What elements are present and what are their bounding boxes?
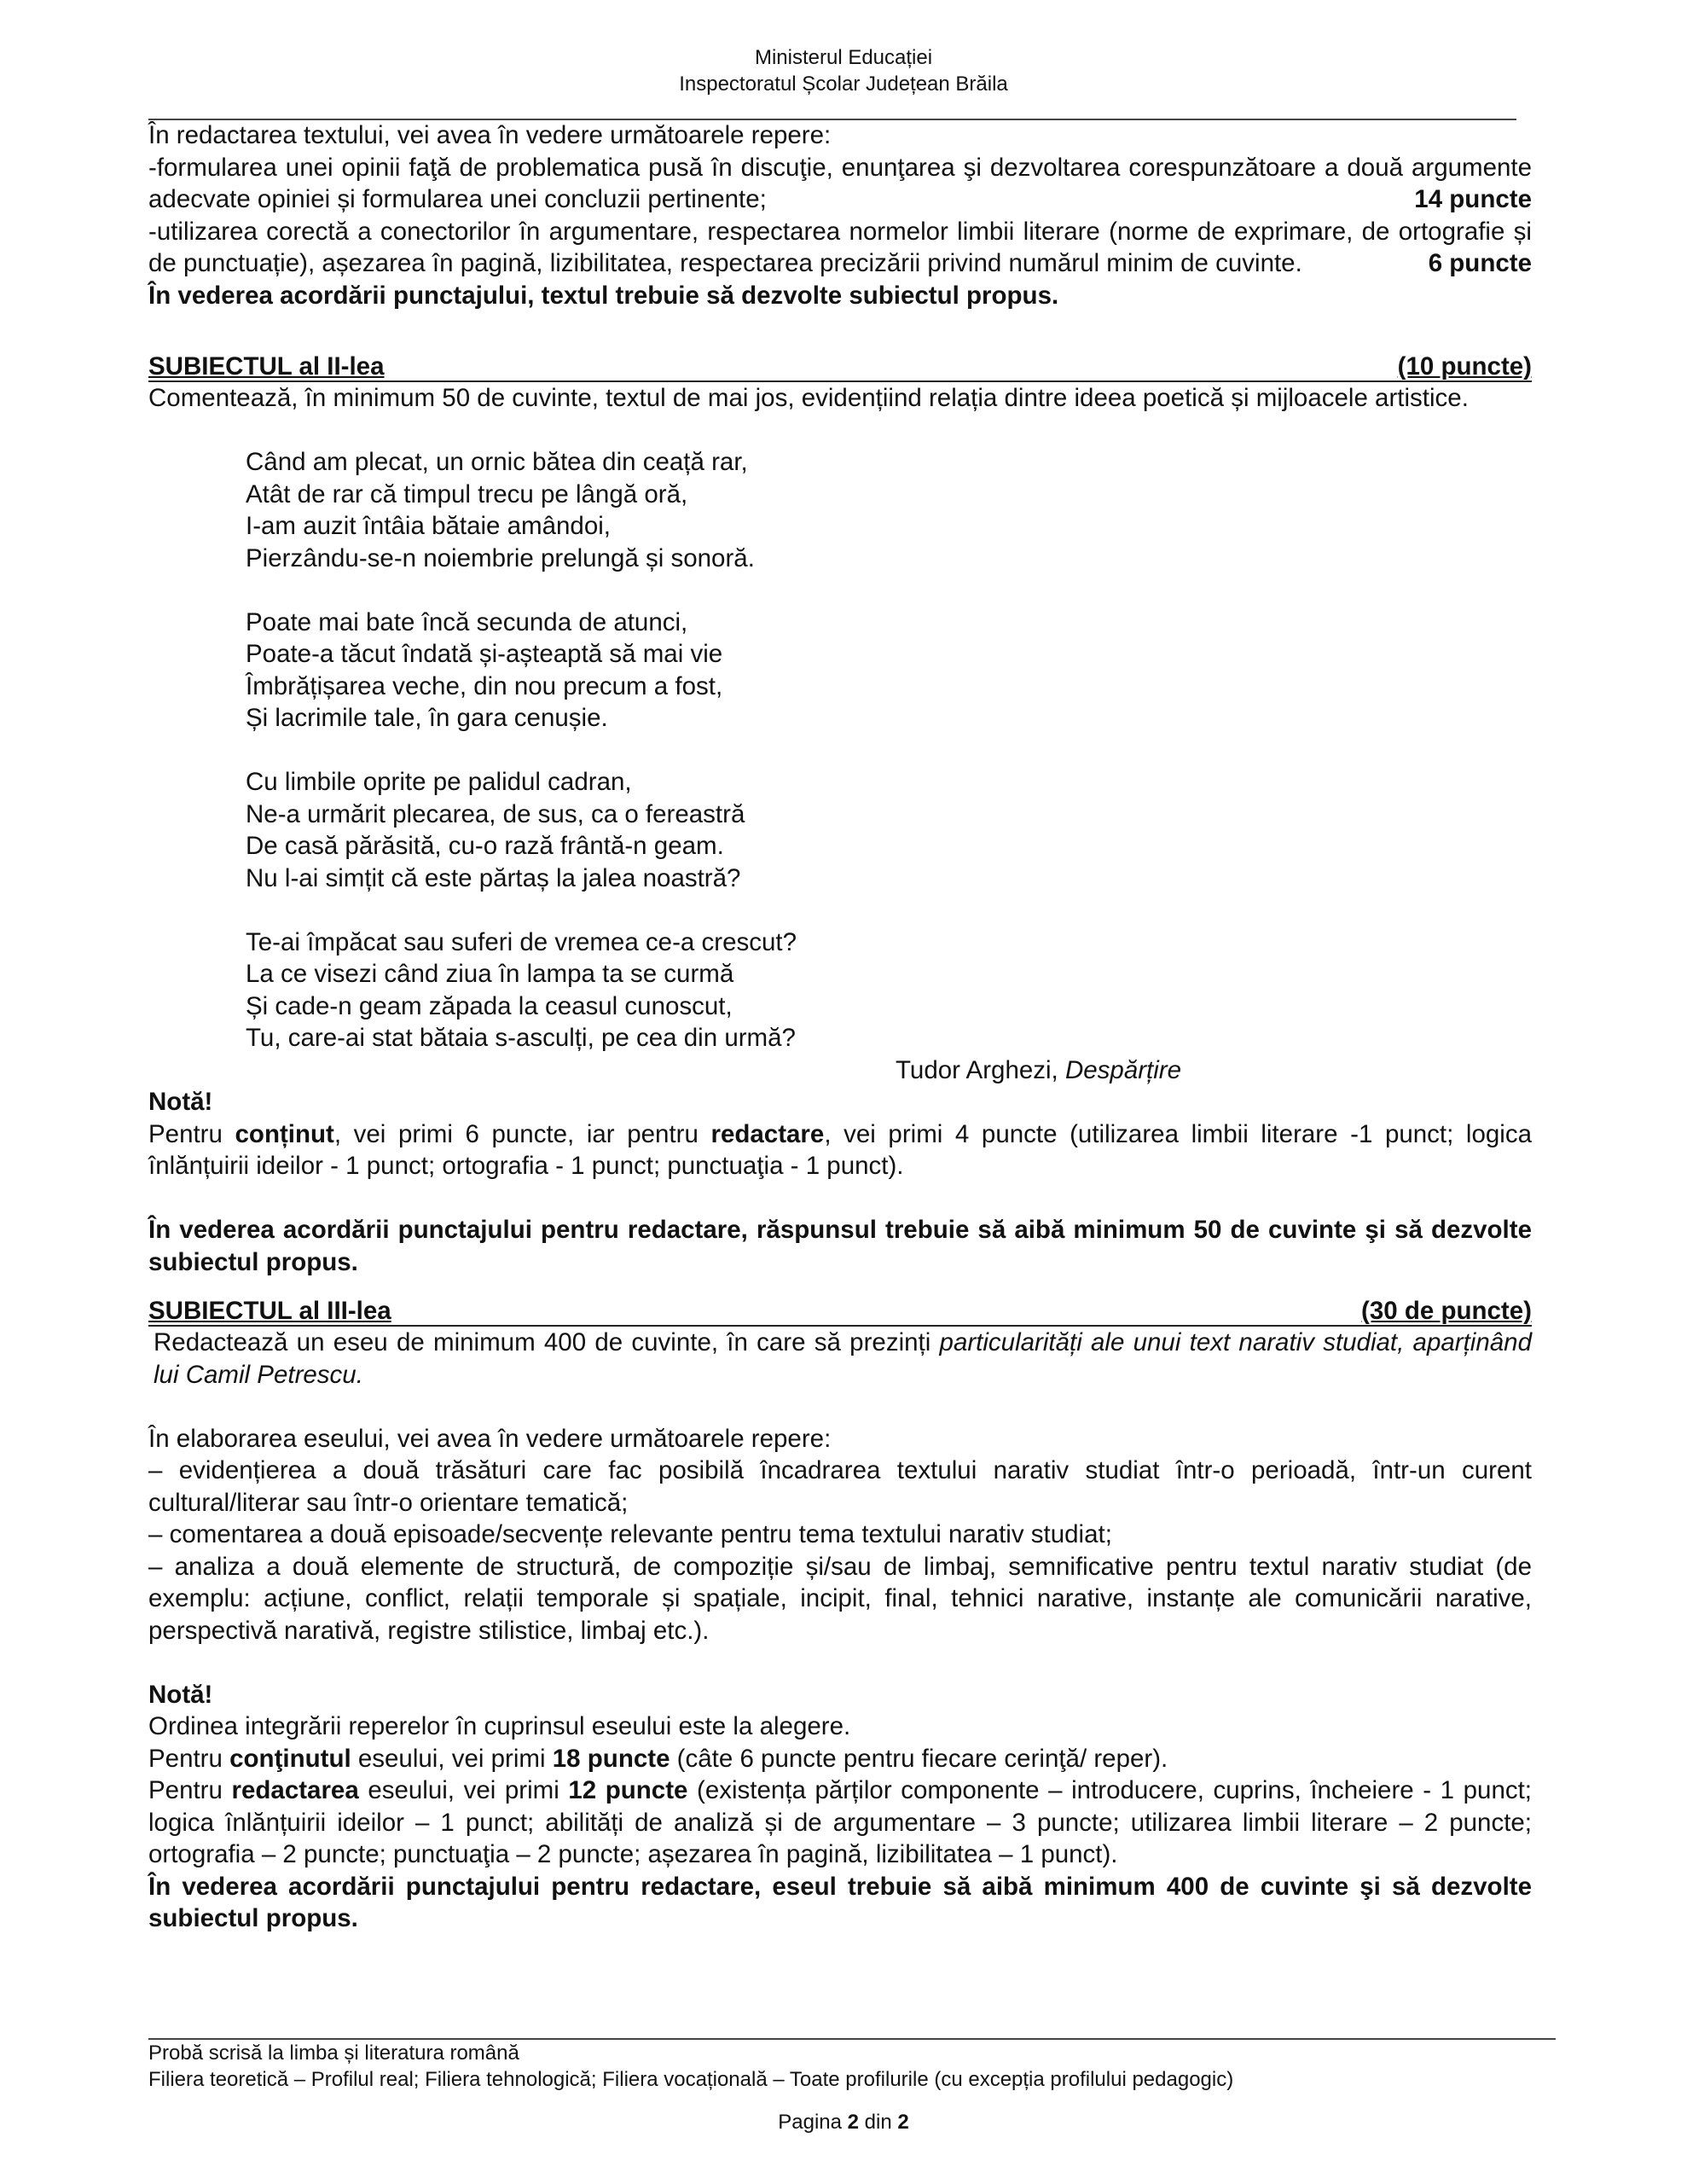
note-order: Ordinea integrării reperelor în cuprinsul eseului este la alegere. xyxy=(148,1712,851,1740)
criterion-2-points: 6 puncte xyxy=(1428,249,1532,277)
criterion-1: -formularea unei opinii faţă de problematica pusă în discuţie, enunţarea şi dezvoltarea corespunzătoare a două argumente adecvate opiniei și formularea unei concluzii pertinente; xyxy=(148,153,1532,213)
poem-verse: Tu, care-ai stat bătaia s-asculți, pe cea din urmă? xyxy=(246,1024,796,1052)
repere-intro: În elaborarea eseului, vei avea în vedere următoarele repere: xyxy=(148,1424,832,1453)
subject-2-points: (10 puncte) xyxy=(1397,352,1532,380)
note-text: , vei primi 6 puncte, iar pentru xyxy=(333,1119,711,1148)
intro-line: În redactarea textului, vei avea în vedere următoarele repere: xyxy=(148,121,832,149)
footer-exam-name: Probă scrisă la limba și literatura română xyxy=(148,2042,519,2065)
note-text: (câte 6 puncte pentru fiecare cerinţă/ reper). xyxy=(670,1744,1168,1773)
note-bold: 18 puncte xyxy=(552,1744,670,1773)
page-body xyxy=(148,119,1532,1935)
poem-verse: Atât de rar că timpul trecu pe lângă oră, xyxy=(246,479,688,508)
poem-verse: Ne-a urmărit plecarea, de sus, ca o fereastră xyxy=(246,799,745,828)
note-bold: redactarea xyxy=(231,1776,359,1804)
poem-verse: Și cade-n geam zăpada la ceasul cunoscut, xyxy=(246,991,733,1020)
page-number-label: din xyxy=(859,2111,898,2134)
poem-verse: I-am auzit întâia bătaie amândoi, xyxy=(246,512,611,540)
note-bold: conţinutul xyxy=(229,1744,351,1773)
poem-verse: Îmbrățișarea veche, din nou precum a fost, xyxy=(246,671,723,700)
poem-verse: Poate mai bate încă secunda de atunci, xyxy=(246,607,688,636)
subject-2-heading xyxy=(148,352,1532,382)
note-bold: 12 puncte xyxy=(568,1776,688,1804)
poem-verse: De casă părăsită, cu-o rază frântă-n geam. xyxy=(246,832,724,860)
poem-stanza xyxy=(246,926,1532,1054)
reper-1: – evidențierea a două trăsături care fac posibilă încadrarea textului narativ studiat într-o perioadă, într-un curent cultural/literar sau într-o orientare tematică; xyxy=(148,1456,1532,1517)
poem-verse: Te-ai împăcat sau suferi de vremea ce-a crescut? xyxy=(246,927,797,956)
note-text: eseului, vei primi xyxy=(358,1776,569,1804)
note-text: Pentru xyxy=(148,1776,232,1804)
subject-2-bold-note: În vederea acordării punctajului pentru redactare, răspunsul trebuie să aibă minimum 50 de cuvinte şi să dezvolte subiectul propus. xyxy=(148,1216,1532,1276)
subject-3-title: SUBIECTUL al III-lea xyxy=(148,1297,391,1325)
page-footer xyxy=(148,2040,1233,2093)
reper-2: – comentarea a două episoade/secvențe relevante pentru tema textului narativ studiat; xyxy=(148,1520,1112,1548)
note-text: eseului, vei primi xyxy=(351,1744,553,1773)
task-text: Redactează un eseu de minimum 400 de cuvinte, în care să prezinți xyxy=(154,1328,940,1356)
page-current: 2 xyxy=(847,2111,860,2134)
subject-2-note xyxy=(148,1118,1532,1182)
poem xyxy=(246,446,1532,1054)
footer-profiles: Filiera teoretică – Profilul real; Filiera tehnologică; Filiera vocațională – Toate profilurile (cu excepția profilului pedagogic) xyxy=(148,2068,1234,2091)
poem-verse: Când am plecat, un ornic bătea din ceață rar, xyxy=(246,448,748,476)
criterion-1-points: 14 puncte xyxy=(1414,185,1532,213)
poem-stanza xyxy=(246,607,1532,735)
page-number xyxy=(0,2111,1687,2135)
poem-stanza xyxy=(246,446,1532,574)
note-text: Pentru xyxy=(148,1119,235,1148)
poem-verse: Pierzându-se-n noiembrie prelungă și sonoră. xyxy=(246,543,755,572)
reper-3: – analiza a două elemente de structură, de compoziție și/sau de limbaj, semnificative pentru textul narativ studiat (de exemplu: acțiune, conflict, relații temporale și spațiale, incipit, final, tehnici narative, instanțe ale comunicării narative, perspectivă narativă, registre stilistice, limbaj etc.). xyxy=(148,1552,1532,1645)
poem-attribution xyxy=(148,1054,1532,1087)
note-bold-continut: conținut xyxy=(235,1119,334,1148)
subject-3-task xyxy=(148,1327,1532,1391)
criterion-2-text: -utilizarea corectă a conectorilor în argumentare, respectarea normelor limbii literare (norme de exprimare, de ortografie și de punctuație), așezarea în pagină, lizibilitatea, respectarea precizării privind numărul minim de cuvinte. xyxy=(148,217,1532,277)
note-bold-redactare: redactare xyxy=(710,1119,825,1148)
subject-3-points: (30 de puncte) xyxy=(1361,1297,1532,1325)
task-italic: particularități ale unui text narativ studiat, aparținând lui Camil Petrescu. xyxy=(154,1328,1532,1389)
subject-3-heading xyxy=(148,1297,1532,1327)
poem-author: Tudor Arghezi, xyxy=(896,1055,1065,1084)
note-redactare xyxy=(148,1774,1532,1871)
poem-verse: Cu limbile oprite pe palidul cadran, xyxy=(246,768,632,796)
inspectorate-name: Inspectoratul Școlar Județean Brăila xyxy=(679,73,1008,96)
note-content xyxy=(148,1743,1532,1775)
poem-title: Despărțire xyxy=(1064,1055,1182,1084)
subject-2-task: Comentează, în minimum 50 de cuvinte, textul de mai jos, evidențiind relația dintre ideea poetică și mijloacele artistice. xyxy=(148,384,1469,412)
intro-bold-note: În vederea acordării punctajului, textul trebuie să dezvolte subiectul propus. xyxy=(148,281,1059,310)
note-text: Pentru xyxy=(148,1744,230,1773)
subject-3-note-title: Notă! xyxy=(148,1680,213,1709)
note-text: (existența părților componente – introducere, cuprins, încheiere - 1 punct; logica înlănțuirii ideilor – 1 punct; abilități de analiză și de argumentare – 3 puncte; utilizarea limbii literare – 2 puncte; ortografia – 2 puncte; punctuaţia – 2 puncte; așezarea în pagină, lizibilitatea – 1 punct). xyxy=(148,1776,1533,1868)
poem-verse: Nu l-ai simțit că este părtaș la jalea noastră? xyxy=(246,863,741,892)
page-number-label: Pagina xyxy=(778,2111,848,2134)
subject-2-title: SUBIECTUL al II-lea xyxy=(148,352,385,380)
page-header xyxy=(0,44,1687,97)
subject-2-note-title: Notă! xyxy=(148,1088,213,1116)
ministry-name: Ministerul Educației xyxy=(754,46,933,69)
poem-verse: Poate-a tăcut îndată și-așteaptă să mai vie xyxy=(246,640,723,668)
page-total: 2 xyxy=(897,2111,909,2134)
poem-stanza xyxy=(246,766,1532,894)
poem-verse: La ce visezi când ziua în lampa ta se curmă xyxy=(246,960,734,988)
poem-verse: Și lacrimile tale, în gara cenușie. xyxy=(246,704,608,732)
note-text: , vei primi 4 puncte (utilizarea limbii literare -1 punct; logica înlănțuirii ideilor - 1 punct; ortografia - 1 punct; punctuaţia - 1 punct). xyxy=(148,1119,1532,1180)
subject-3-bold-note: În vederea acordării punctajului pentru redactare, eseul trebuie să aibă minimum 400 de cuvinte şi să dezvolte subiectul propus. xyxy=(148,1872,1532,1932)
